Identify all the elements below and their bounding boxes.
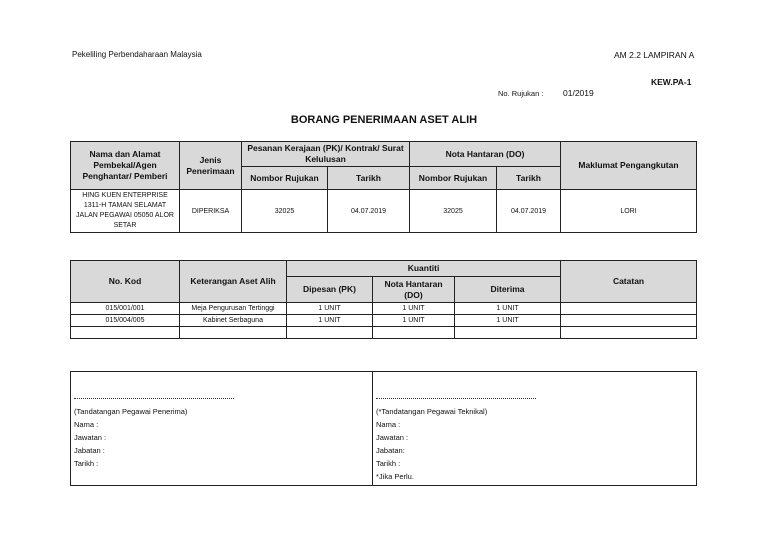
- order-date: 04.07.2019: [328, 190, 410, 233]
- asset-description: Meja Pengurusan Tertinggi: [180, 303, 287, 315]
- table-row: [71, 315, 697, 327]
- asset-description: Kabinet Serbaguna: [180, 315, 287, 327]
- receiver-position: Jawatan :: [74, 433, 107, 442]
- receiver-role: (Tandatangan Pegawai Penerima): [74, 407, 188, 416]
- signature-line[interactable]: [74, 398, 234, 399]
- technical-signature-block: [373, 372, 697, 486]
- technical-position: Jawatan :: [376, 433, 409, 442]
- receiver-name: Nama :: [74, 420, 99, 429]
- table-row: [71, 190, 697, 233]
- supplier-address: [71, 190, 180, 233]
- technical-name: Nama :: [376, 420, 401, 429]
- table-row: [71, 327, 697, 339]
- header-code: No. Kod: [71, 261, 180, 303]
- remarks: [561, 315, 697, 327]
- signature-line[interactable]: [376, 398, 536, 399]
- transport: LORI: [561, 190, 697, 233]
- circular-reference: Pekeliling Perbendaharaan Malaysia: [72, 50, 202, 59]
- address-line: SETAR: [113, 222, 137, 229]
- header-quantity: Kuantiti: [287, 261, 561, 277]
- reference-value: 01/2019: [563, 88, 594, 98]
- technical-role: (*Tandatangan Pegawai Teknikal): [376, 407, 488, 416]
- header-description: Keterangan Aset Alih: [180, 261, 287, 303]
- qty-ordered: 1 UNIT: [287, 303, 373, 315]
- header-transport: Maklumat Pengangkutan: [561, 142, 697, 190]
- asset-table: [70, 260, 697, 339]
- technical-note: *Jika Perlu.: [376, 472, 414, 481]
- header-ordered: Dipesan (PK): [287, 277, 373, 303]
- qty-received: 1 UNIT: [455, 303, 561, 315]
- asset-code: 015/001/001: [71, 303, 180, 315]
- header-supplier: Nama dan Alamat Pembekal/Agen Penghantar/ Pemberi: [71, 142, 180, 190]
- address-line: HING KUEN ENTERPRISE: [82, 192, 168, 199]
- reference-label: No. Rujukan :: [498, 89, 544, 98]
- address-line: 1311-H TAMAN SELAMAT: [83, 202, 167, 209]
- remarks: [561, 303, 697, 315]
- receipt-type: DIPERIKSA: [180, 190, 242, 233]
- header-delivery-qty: Nota Hantaran (DO): [373, 277, 455, 303]
- header-delivery-note: Nota Hantaran (DO): [410, 142, 561, 167]
- receiver-date: Tarikh :: [74, 459, 99, 468]
- form-title: BORANG PENERIMAAN ASET ALIH: [290, 114, 478, 126]
- do-number: 32025: [410, 190, 497, 233]
- receiver-department: Jabatan :: [74, 446, 105, 455]
- qty-delivery: [373, 327, 455, 339]
- asset-code: 015/004/005: [71, 315, 180, 327]
- form-code: KEW.PA-1: [651, 77, 692, 87]
- qty-delivery: 1 UNIT: [373, 315, 455, 327]
- qty-received: [455, 327, 561, 339]
- asset-code: [71, 327, 180, 339]
- qty-ordered: 1 UNIT: [287, 315, 373, 327]
- do-date: 04.07.2019: [497, 190, 561, 233]
- technical-date: Tarikh :: [376, 459, 401, 468]
- qty-ordered: [287, 327, 373, 339]
- remarks: [561, 327, 697, 339]
- receiver-signature-block: [71, 372, 373, 486]
- header-do-date: Tarikh: [497, 167, 561, 190]
- header-order: Pesanan Kerajaan (PK)/ Kontrak/ Surat Kelulusan: [242, 142, 410, 167]
- supplier-table: [70, 141, 697, 233]
- order-number: 32025: [242, 190, 328, 233]
- asset-description: [180, 327, 287, 339]
- table-row: [71, 303, 697, 315]
- header-receipt-type: Jenis Penerimaan: [180, 142, 242, 190]
- header-remarks: Catatan: [561, 261, 697, 303]
- header-order-date: Tarikh: [328, 167, 410, 190]
- appendix-label: AM 2.2 LAMPIRAN A: [614, 50, 695, 60]
- technical-department: Jabatan:: [376, 446, 405, 455]
- address-line: JALAN PEGAWAI 05050 ALOR: [76, 212, 174, 219]
- header-received: Diterima: [455, 277, 561, 303]
- header-do-number: Nombor Rujukan: [410, 167, 497, 190]
- header-order-number: Nombor Rujukan: [242, 167, 328, 190]
- qty-received: 1 UNIT: [455, 315, 561, 327]
- qty-delivery: 1 UNIT: [373, 303, 455, 315]
- signature-table: [70, 371, 697, 486]
